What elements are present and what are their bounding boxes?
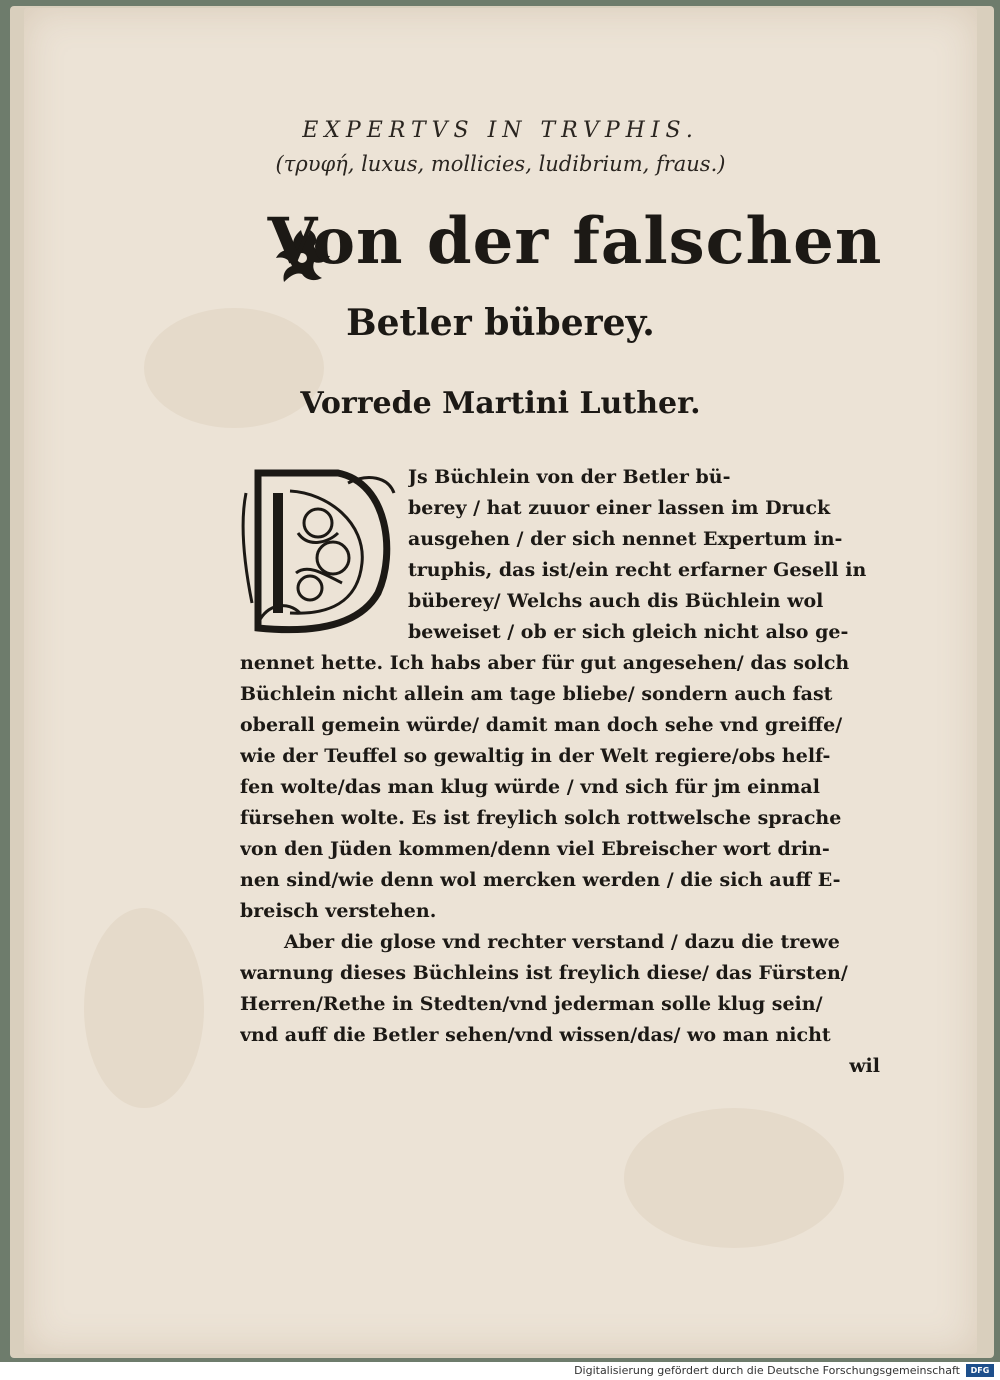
dfg-logo-icon: DFG — [966, 1364, 994, 1377]
body-line: nen sind/wie denn wol mercken werden / die sich auff E- — [240, 869, 841, 891]
latin-heading: EXPERTVS IN TRVPHIS. — [302, 118, 699, 143]
body-line: fen wolte/das man klug würde / vnd sich für jm einmal — [240, 776, 820, 798]
body-line: fürsehen wolte. Es ist freylich solch rottwelsche sprache — [240, 807, 842, 829]
body-line: Herren/Rethe in Stedten/vnd jederman solle klug sein/ — [240, 993, 823, 1015]
body-line: truphis, das ist/ein recht erfarner Gesell in — [408, 559, 867, 581]
body-line: breisch verstehen. — [240, 900, 437, 922]
footer-bar — [0, 1362, 1000, 1380]
catchword: wil — [849, 1055, 880, 1077]
body-line: Büchlein nicht allein am tage bliebe/ sondern auch fast — [240, 683, 833, 705]
title-main: Von der falschen — [267, 204, 883, 279]
body-line: berey / hat zuuor einer lassen im Druck — [408, 497, 831, 519]
funding-credit: Digitalisierung gefördert durch die Deutsche Forschungsgemeinschaft — [574, 1364, 960, 1377]
body-line: warnung dieses Büchleins ist freylich diese/ das Fürsten/ — [240, 962, 848, 984]
book-page — [24, 8, 977, 1354]
latin-subheading: (τρυφή, luxus, mollicies, ludibrium, fraus.) — [275, 152, 726, 176]
body-line: büberey/ Welchs auch dis Büchlein wol — [408, 590, 824, 612]
body-line: oberall gemein würde/ damit man doch sehe vnd greiffe/ — [240, 714, 843, 736]
body-line: vnd auff die Betler sehen/vnd wissen/das/ wo man nicht — [240, 1024, 831, 1046]
paper-stain — [624, 1108, 844, 1248]
body-line: Aber die glose vnd rechter verstand / dazu die trewe — [284, 931, 840, 953]
body-text — [240, 462, 880, 1082]
body-line: ausgehen / der sich nennet Expertum in- — [408, 528, 843, 550]
section-heading: Vorrede Martini Luther. — [300, 386, 701, 421]
body-line: nennet hette. Ich habs aber für gut angesehen/ das solch — [240, 652, 850, 674]
paper-stain — [84, 908, 204, 1108]
body-line: von den Jüden kommen/denn viel Ebreischer wort drin- — [240, 838, 830, 860]
body-line: wie der Teuffel so gewaltig in der Welt regiere/obs helf- — [240, 745, 831, 767]
body-line: beweiset / ob er sich gleich nicht also ge- — [408, 621, 849, 643]
body-line: Js Büchlein von der Betler bü- — [408, 466, 731, 488]
title-sub: Betler büberey. — [346, 302, 655, 344]
